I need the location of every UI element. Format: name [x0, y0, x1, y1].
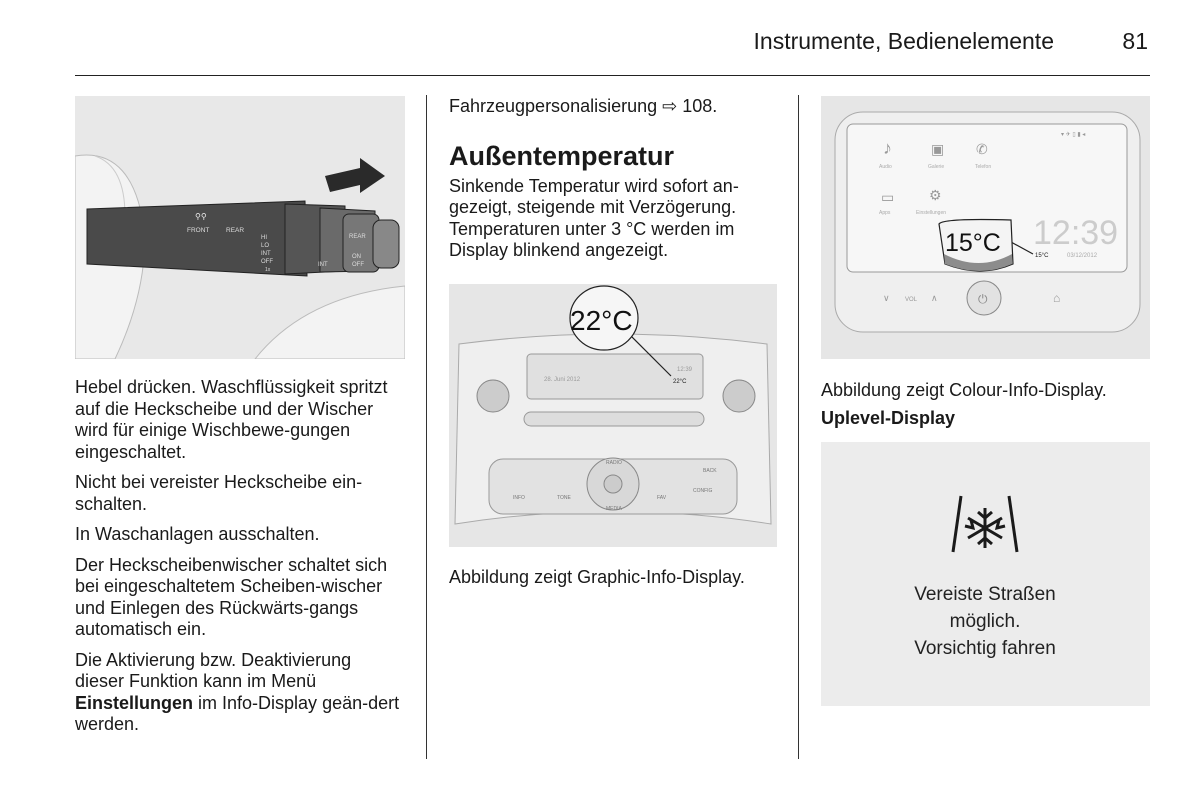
- app-audio: Audio: [879, 164, 892, 170]
- wiper-lever-figure: [75, 96, 405, 359]
- warning-line-3: Vorsichtig fahren: [914, 638, 1056, 659]
- preset-button-row: [524, 412, 704, 426]
- colour-info-display-illustration: [821, 96, 1150, 359]
- right-knob: [723, 380, 755, 412]
- paragraph: Sinkende Temperatur wird sofort an-gezeigt, steigende mit Verzögerung. Temperaturen unter 3 °C werden im Display blinkend angezeigt.: [449, 175, 739, 260]
- svg-text:⚲⚲: ⚲⚲: [195, 212, 207, 221]
- label-front: FRONT: [187, 227, 210, 234]
- colour-info-display-figure: [821, 96, 1150, 359]
- label-off2: OFF: [352, 262, 364, 268]
- display-date: 03/12/2012: [1067, 253, 1098, 259]
- button-radio: RADIO: [606, 460, 622, 466]
- app-einstellungen: Einstellungen: [916, 210, 947, 216]
- display-temp: 15°C: [1035, 253, 1049, 259]
- label-int: INT: [261, 251, 271, 257]
- gallery-icon: ▣: [931, 141, 945, 157]
- column-1-text: [75, 377, 405, 745]
- figure-caption: Abbildung zeigt Graphic-Info-Display.: [449, 567, 745, 587]
- button-media: MEDIA: [606, 506, 622, 512]
- button-tone: TONE: [557, 495, 571, 501]
- page-number: 81: [1122, 28, 1148, 54]
- header-rule: [75, 75, 1150, 76]
- warning-line-1: Vereiste Straßen: [914, 584, 1056, 605]
- paragraph-text: im Info-Display geän-dert werden.: [75, 692, 400, 734]
- app-telefon: Telefon: [975, 164, 992, 170]
- clock: 12:39: [1033, 214, 1119, 252]
- vol-label: VOL: [905, 297, 918, 303]
- subheading: Uplevel-Display: [821, 408, 956, 428]
- volume-down-icon: ∨: [883, 293, 890, 303]
- wiper-lever-illustration: [75, 96, 405, 359]
- paragraph: [75, 650, 405, 736]
- button-back: BACK: [703, 468, 717, 474]
- graphic-info-display-illustration: [449, 284, 777, 547]
- cross-reference: Fahrzeugpersonalisierung ⇨ 108.: [449, 96, 718, 116]
- display-date: 28. Juni 2012: [544, 377, 581, 383]
- left-knob: [477, 380, 509, 412]
- button-info: INFO: [513, 495, 525, 501]
- section-heading: Außentemperatur: [449, 140, 675, 171]
- label-hi: HI: [261, 235, 267, 241]
- settings-gear-icon: ⚙: [929, 187, 942, 203]
- display-time: 12:39: [677, 367, 693, 373]
- label-rear2: REAR: [349, 234, 366, 240]
- paragraph: Der Heckscheibenwischer schaltet sich bei eingeschaltetem Scheiben-wischer und Einlegen des Rückwärts-gangs automatisch ein.: [75, 554, 388, 639]
- running-title: Instrumente, Bedienelemente: [753, 28, 1054, 54]
- paragraph: Hebel drücken. Waschflüssigkeit spritzt auf die Heckscheibe und der Wischer wird für einige Wischbewe-gungen eingeschaltet.: [75, 377, 388, 462]
- menu-name-einstellungen: Einstellungen: [75, 692, 194, 713]
- column-separator-1: [426, 95, 427, 759]
- label-off: OFF: [261, 259, 273, 265]
- audio-icon: ♪: [883, 138, 892, 158]
- power-icon: ⏻: [978, 292, 988, 306]
- column-separator-2: [798, 95, 799, 759]
- status-icons: ▾ ✈ ▯ ▮ ◂: [1061, 132, 1086, 138]
- label-1x: 1x: [265, 267, 271, 273]
- column-2-text: [449, 96, 779, 271]
- callout-temperature: 22°C: [570, 305, 633, 336]
- home-icon: ⌂: [1053, 291, 1061, 305]
- label-int2: INT: [318, 262, 328, 268]
- label-lo: LO: [261, 243, 270, 249]
- phone-icon: ✆: [976, 141, 988, 157]
- graphic-info-display-figure: [449, 284, 777, 547]
- figure-caption: Abbildung zeigt Colour-Info-Display.: [821, 380, 1107, 400]
- app-galerie: Galerie: [928, 164, 945, 170]
- label-rear: REAR: [226, 227, 245, 234]
- warning-line-2: möglich.: [949, 611, 1021, 632]
- icy-road-snowflake-icon: [953, 496, 1017, 552]
- callout-temperature: 15°C: [945, 229, 1001, 257]
- paragraph: In Waschanlagen ausschalten.: [75, 524, 320, 544]
- display-temp: 22°C: [673, 379, 687, 385]
- ice-warning-illustration: [821, 442, 1150, 706]
- button-config: CONFIG: [693, 488, 713, 494]
- paragraph-text: Die Aktivierung bzw. Deaktivierung dieser Funktion kann im Menü: [75, 649, 352, 691]
- label-on: ON: [352, 254, 361, 260]
- apps-icon: ▭: [881, 189, 895, 205]
- button-fav: FAV: [657, 495, 667, 501]
- paragraph: Nicht bei vereister Heckscheibe ein-schalten.: [75, 472, 363, 514]
- uplevel-display-warning: [821, 442, 1150, 706]
- volume-up-icon: ∧: [931, 293, 938, 303]
- app-apps: Apps: [879, 210, 891, 216]
